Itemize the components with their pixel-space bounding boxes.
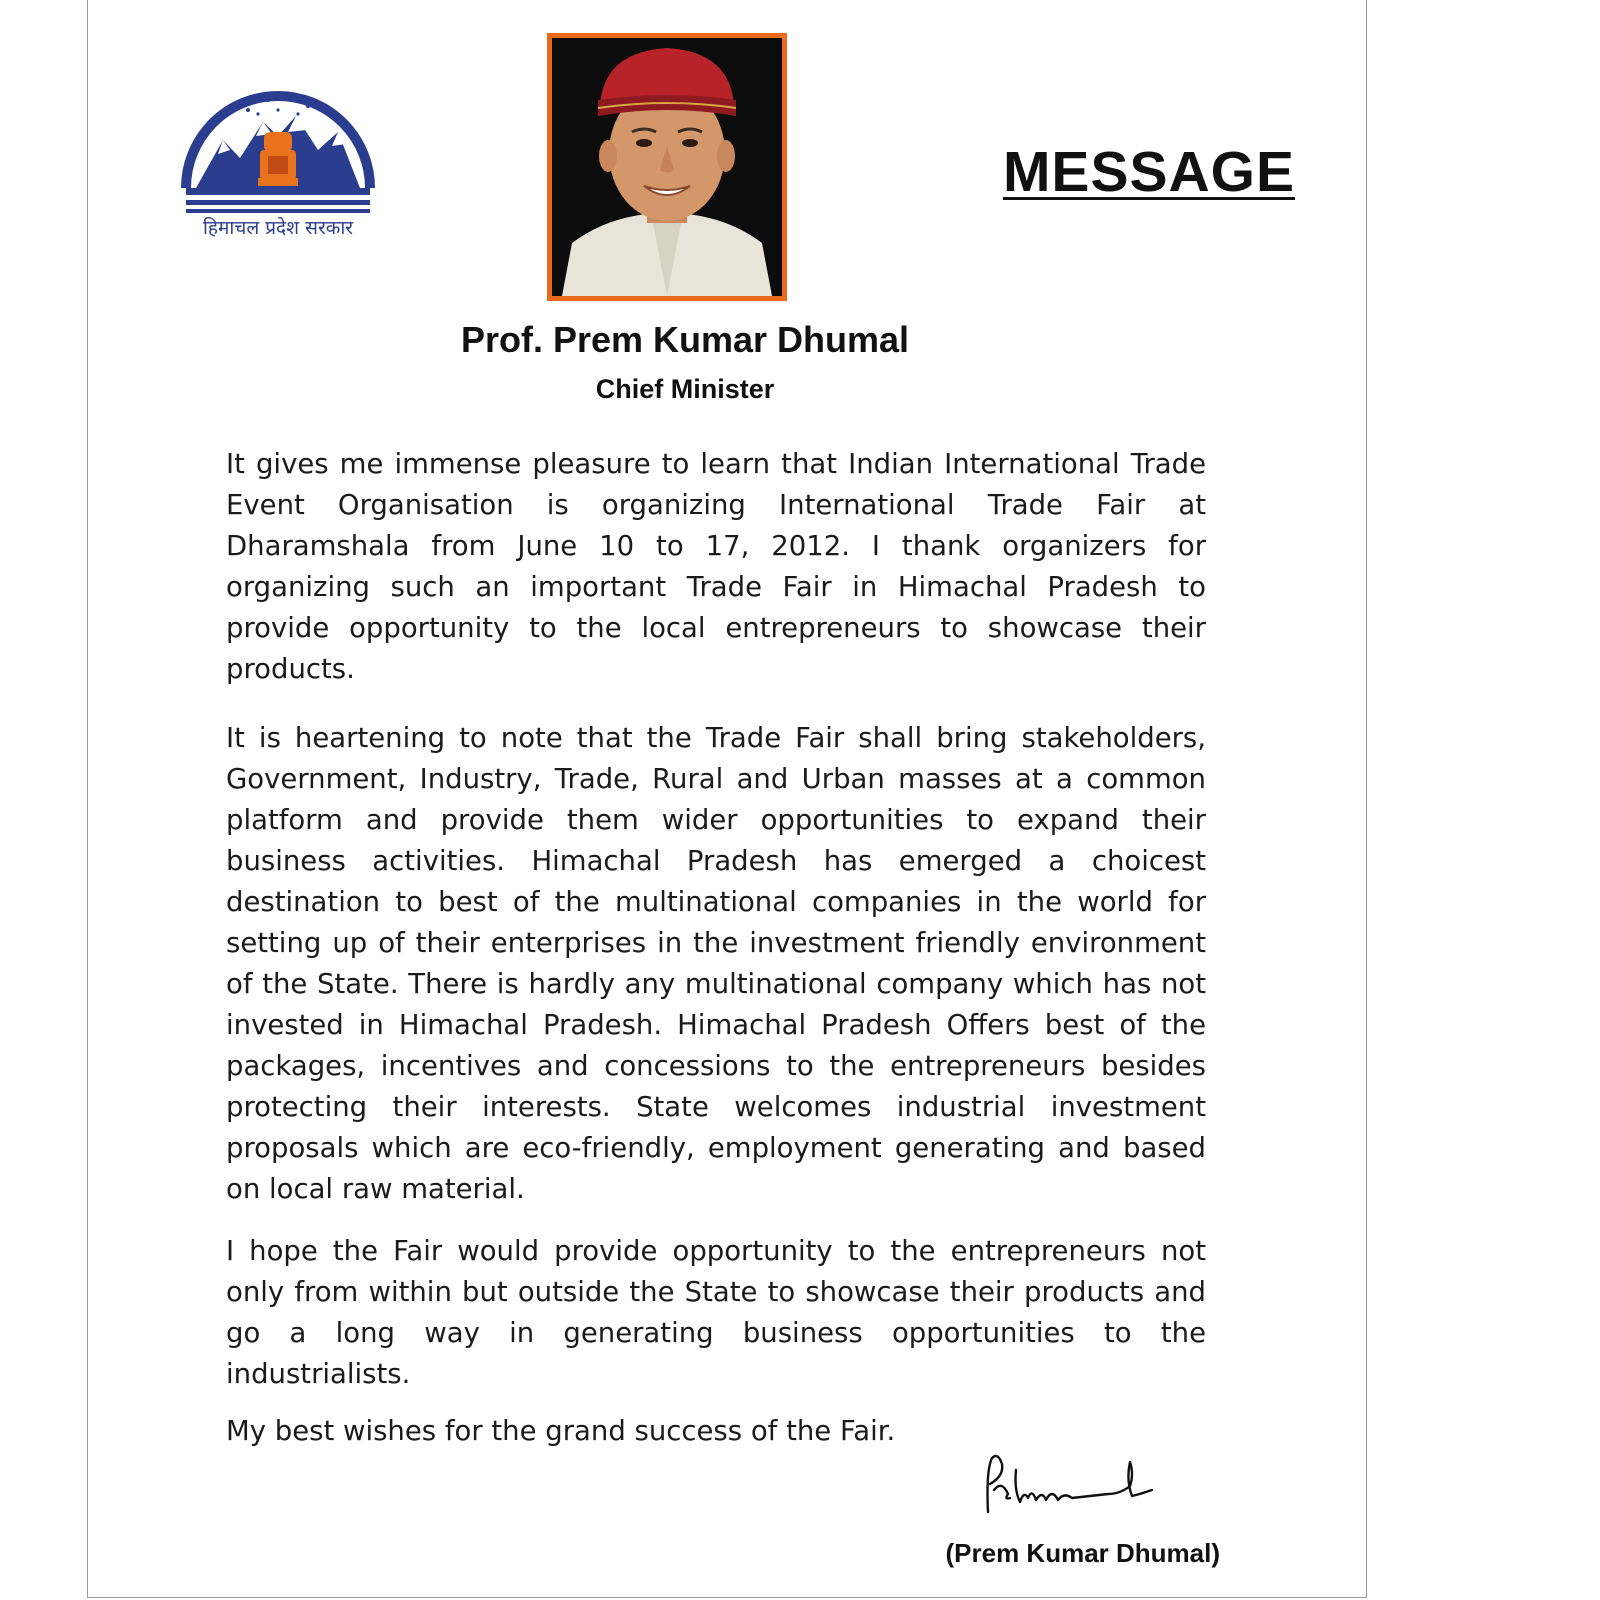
message-paragraph-2: It is heartening to note that the Trade Fair shall bring stakeholders, Government, Industry, Trade, Rural and Urban masses at a common platform and provide them wider opportunities to expand their business activities. Himachal Pradesh has emerged a choicest destination to best of the multinational companies in the world for setting up of their enterprises in the investment friendly environment of the State. There is hardly any multinational company which has not invested in Himachal Pradesh. Himachal Pradesh Offers best of the packages, incentives and concessions to the entrepreneurs besides protecting their interests. State welcomes industrial investment proposals which are eco-friendly, employment generating and based on local raw material.	[226, 722, 1206, 1205]
portrait-photo	[547, 33, 787, 301]
message-paragraph-3: I hope the Fair would provide opportunity to the entrepreneurs not only from within but outside the State to showcase their products and go a long way in generating business opportunities to the industrialists.	[226, 1235, 1206, 1390]
sender-name: Prof. Prem Kumar Dhumal	[460, 319, 910, 360]
emblem-caption: हिमाचल प्रदेश सरकार	[202, 217, 354, 239]
sender-designation: Chief Minister	[595, 374, 775, 404]
signatory-name: (Prem Kumar Dhumal)	[945, 1538, 1220, 1568]
message-paragraph-4: My best wishes for the grand success of the Fair.	[226, 1415, 896, 1447]
message-heading: MESSAGE	[1002, 140, 1295, 204]
handwritten-signature	[980, 1450, 1180, 1530]
message-paragraph-1: It gives me immense pleasure to learn that Indian International Trade Event Organisation is organizing International Trade Fair at Dharamshala from June 10 to 17, 2012. I thank organizers for organizing such an important Trade Fair in Himachal Pradesh to provide opportunity to the local entrepreneurs to showcase their products.	[226, 448, 1206, 685]
